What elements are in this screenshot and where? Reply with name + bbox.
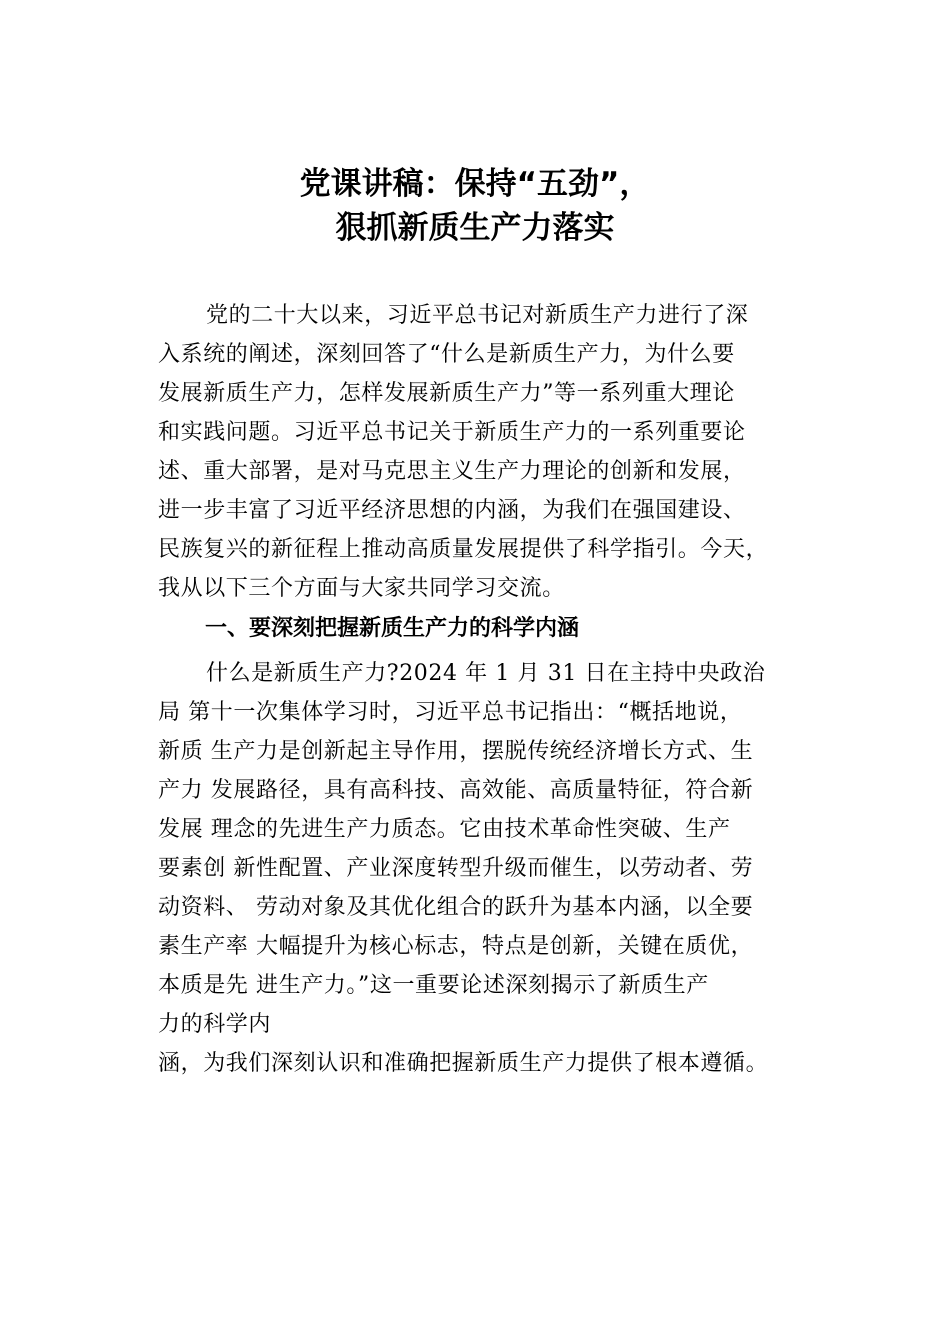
paragraph-line: 述、重大部署，是对马克思主义生产力理论的创新和发展， <box>158 459 746 484</box>
paragraph-line: 发展新质生产力，怎样发展新质生产力”等一系列重大理论 <box>158 381 735 406</box>
paragraph-line: 进一步丰富了习近平经济思想的内涵，为我们在强国建设、 <box>158 498 746 523</box>
paragraph-line: 局 第十一次集体学习时，习近平总书记指出：“概括地说， <box>158 700 743 725</box>
paragraph-line: 和实践问题。习近平总书记关于新质生产力的一系列重要论 <box>158 420 746 445</box>
paragraph-line: 涵，为我们深刻认识和准确把握新质生产力提供了根本遵循。 <box>158 1051 769 1076</box>
paragraph-line: 本质是先 进生产力。”这一重要论述深刻揭示了新质生产 <box>158 973 709 998</box>
paragraph-line: 入系统的阐述，深刻回答了“什么是新质生产力，为什么要 <box>158 342 735 367</box>
paragraph-intro <box>158 296 832 608</box>
document-title <box>0 162 950 250</box>
paragraph-line: 力的科学内 <box>158 1012 272 1037</box>
title-line-2: 狠抓新质生产力落实 <box>335 210 615 246</box>
paragraph-line: 我从以下三个方面与大家共同学习交流。 <box>158 576 565 601</box>
paragraph-line: 什么是新质生产力?2024 年 1 月 31 日在主持中央政治 <box>206 661 766 686</box>
paragraph-line: 素生产率 大幅提升为核心标志，特点是创新，关键在质优， <box>158 934 754 959</box>
paragraph-line: 产力 发展路径，具有高科技、高效能、高质量特征，符合新 <box>158 778 754 803</box>
paragraph-line: 要素创 新性配置、产业深度转型升级而催生，以劳动者、劳 <box>158 856 754 881</box>
paragraph-line: 新质 生产力是创新起主导作用，摆脱传统经济增长方式、生 <box>158 739 754 764</box>
title-line-1: 党课讲稿：保持“五劲”， <box>299 166 651 202</box>
paragraph-line: 民族复兴的新征程上推动高质量发展提供了科学指引。今天， <box>158 537 769 562</box>
paragraph-line: 党的二十大以来，习近平总书记对新质生产力进行了深 <box>206 303 749 328</box>
section-heading-1: 一、要深刻把握新质生产力的科学内涵 <box>205 616 580 641</box>
paragraph-section-1 <box>158 654 832 1083</box>
paragraph-line: 发展 理念的先进生产力质态。它由技术革命性突破、生产 <box>158 817 731 842</box>
paragraph-line: 动资料、 劳动对象及其优化组合的跃升为基本内涵，以全要 <box>158 895 754 920</box>
